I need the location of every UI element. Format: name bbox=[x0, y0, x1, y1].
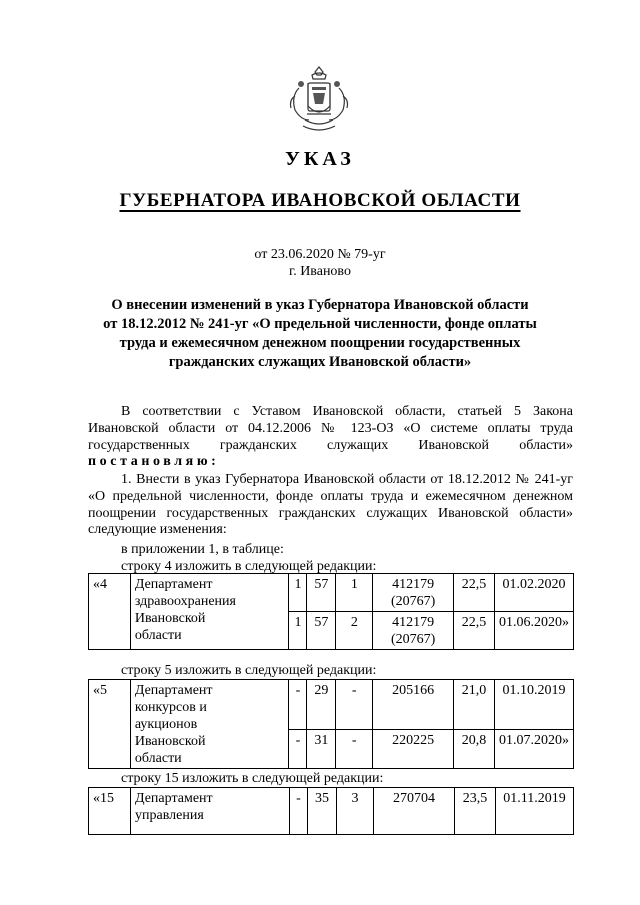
table-row-4 bbox=[88, 573, 574, 650]
appendix-line: в приложении 1, в таблице: bbox=[121, 542, 284, 557]
decree-dateline bbox=[0, 246, 640, 280]
table-row-5 bbox=[88, 679, 574, 769]
row-number: «15 bbox=[89, 788, 131, 835]
cell: 57 bbox=[307, 612, 336, 650]
decree-city: г. Иваново bbox=[289, 264, 351, 279]
preamble-paragraph bbox=[88, 404, 573, 471]
cell-date: 01.06.2020» bbox=[495, 612, 574, 650]
coat-of-arms-emblem bbox=[285, 66, 353, 136]
row4-intro: строку 4 изложить в следующей редакции: bbox=[121, 559, 377, 574]
cell-date: 01.07.2020» bbox=[495, 730, 574, 769]
department-name: Департамент здравоохранения Ивановской области bbox=[130, 574, 289, 650]
subject-line: от 18.12.2012 № 241-уг «О предельной численности, фонде оплаты bbox=[103, 316, 537, 332]
decree-title: УКАЗ bbox=[285, 148, 355, 170]
decree-date-number: от 23.06.2020 № 79-уг bbox=[254, 247, 386, 262]
cell: 1 bbox=[289, 612, 307, 650]
row5-intro: строку 5 изложить в следующей редакции: bbox=[121, 663, 377, 678]
cell-date: 01.11.2019 bbox=[496, 788, 574, 835]
table-row bbox=[89, 788, 574, 835]
department-name: Департамент управления bbox=[131, 788, 290, 835]
cell-fund: 270704 bbox=[374, 788, 455, 835]
decree-subtitle-text: ГУБЕРНАТОРА ИВАНОВСКОЙ ОБЛАСТИ bbox=[119, 190, 521, 211]
cell: 20,8 bbox=[454, 730, 495, 769]
cell: 57 bbox=[307, 574, 336, 612]
subject-line: труда и ежемесячном денежном поощрении государственных bbox=[119, 335, 521, 351]
decree-subject bbox=[90, 296, 550, 372]
decree-subtitle bbox=[0, 190, 640, 212]
cell: - bbox=[289, 680, 307, 730]
subject-line: О внесении изменений в указ Губернатора Ивановской области bbox=[111, 297, 529, 313]
row-number: «5 bbox=[89, 680, 131, 769]
subject-line: гражданских служащих Ивановской области» bbox=[168, 354, 472, 370]
cell-date: 01.02.2020 bbox=[495, 574, 574, 612]
cell: 2 bbox=[336, 612, 373, 650]
cell: 21,0 bbox=[454, 680, 495, 730]
cell: - bbox=[289, 730, 307, 769]
cell: - bbox=[336, 730, 373, 769]
department-name: Департамент конкурсов и аукционов Ивановской области bbox=[130, 680, 289, 769]
cell: 3 bbox=[337, 788, 374, 835]
preamble-text: В соответствии с Уставом Ивановской области, статьей 5 Закона Ивановской области от 04.12.2006 № 123-ОЗ «О системе оплаты труда государственных гражданских служащих Ивановской области» bbox=[88, 404, 573, 453]
item1-paragraph: 1. Внести в указ Губернатора Ивановской области от 18.12.2012 № 241-уг «О предельной численности, фонде оплаты труда и ежемесячном денежном поощрении государственных гражданских служащих Ивановской области» следующие изменения: bbox=[88, 472, 573, 538]
cell: 22,5 bbox=[454, 574, 495, 612]
cell: 31 bbox=[307, 730, 336, 769]
row-number: «4 bbox=[89, 574, 131, 650]
cell-date: 01.10.2019 bbox=[495, 680, 574, 730]
cell: 23,5 bbox=[455, 788, 496, 835]
cell: 29 bbox=[307, 680, 336, 730]
cell: - bbox=[336, 680, 373, 730]
cell: - bbox=[290, 788, 308, 835]
cell-fund: 412179 (20767) bbox=[373, 574, 454, 612]
row15-intro: строку 15 изложить в следующей редакции: bbox=[121, 771, 384, 786]
cell: 22,5 bbox=[454, 612, 495, 650]
decree-word: постановляю: bbox=[88, 454, 220, 470]
cell: 1 bbox=[289, 574, 307, 612]
cell-fund: 205166 bbox=[373, 680, 454, 730]
table-row-15 bbox=[88, 787, 574, 835]
cell-fund: 412179 (20767) bbox=[373, 612, 454, 650]
cell: 35 bbox=[308, 788, 337, 835]
cell-fund: 220225 bbox=[373, 730, 454, 769]
table-row bbox=[89, 680, 574, 730]
cell: 1 bbox=[336, 574, 373, 612]
table-row bbox=[89, 574, 574, 612]
